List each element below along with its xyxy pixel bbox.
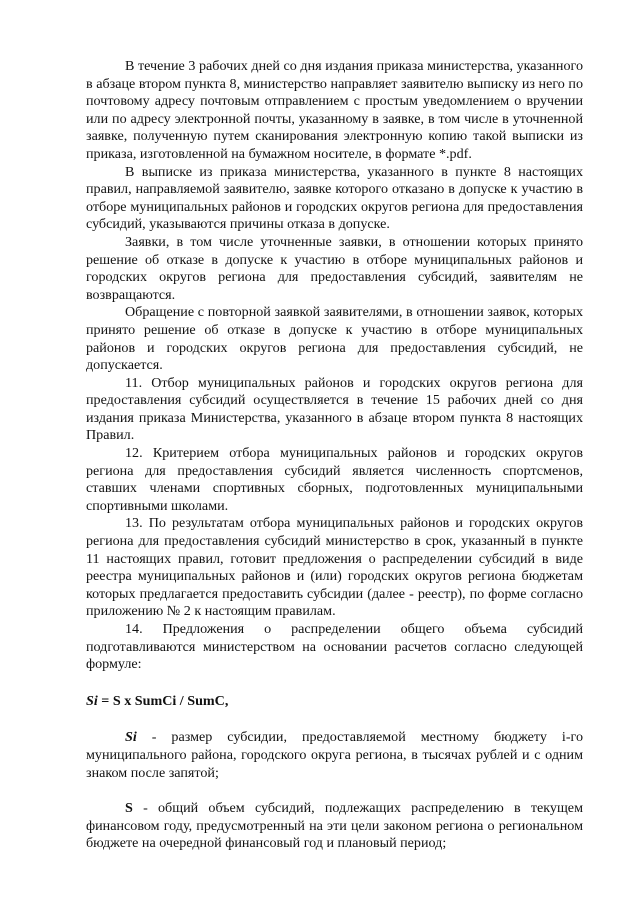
definition-si bbox=[86, 729, 583, 782]
paragraph-item-12: 12. Критерием отбора муниципальных районов и городских округов региона для предоставления субсидий является численность спортсменов, ставших членами спортивных сборных, подготовленных муниципальными спортивными школами. bbox=[86, 445, 583, 514]
paragraph: Обращение с повторной заявкой заявителями, в отношении заявок, которых принято решение об отказе в допуске к участию в отборе муниципальных районов и городских округов региона для предоставления субсидий, не допускается. bbox=[86, 304, 583, 374]
paragraph: В выписке из приказа министерства, указанного в пункте 8 настоящих правил, направляемой заявителю, заявке которого отказано в допуске к участию в отборе муниципальных районов и городских округов региона для предоставления субсидий, указываются причины отказа в допуске. bbox=[86, 163, 583, 233]
paragraph-item-13: 13. По результатам отбора муниципальных районов и городских округов региона для предоставления субсидий министерство в срок, указанный в пункте 11 настоящих правил, готовит предложения о распределении субсидий в виде реестра муниципальных районов и (или) городских округов региона бюджетам которых предлагается предоставить субсидии (далее - реестр), по форме согласно приложению № 2 к настоящим правилам. bbox=[86, 515, 583, 620]
paragraph: Заявки, в том числе уточненные заявки, в отношении которых принято решение об отказе в допуске к участию в отборе муниципальных районов и городских округов региона для предоставления субсидий, заявителям не возвращаются. bbox=[86, 233, 583, 303]
paragraph-item-14: 14. Предложения о распределении общего объема субсидий подготавливаются министерством на основании расчетов согласно следующей формуле: bbox=[86, 621, 583, 673]
paragraph-item-11: 11. Отбор муниципальных районов и городских округов региона для предоставления субсидий осуществляется в течение 15 рабочих дней со дня издания приказа Министерства, указанного в абзаце втором пункта 8 настоящих Правил. bbox=[86, 374, 583, 444]
definition-s bbox=[86, 800, 583, 853]
formula bbox=[86, 693, 583, 711]
document-body bbox=[86, 58, 583, 853]
paragraph: В течение 3 рабочих дней со дня издания приказа министерства, указанного в абзаце втором пункта 8, министерство направляет заявителю выписку из него по почтовому адресу почтовым отправлением с простым уведомлением о вручении или по адресу электронной почты, указанному в заявке, в том числе в уточненной заявке, полученную путем сканирования электронную копию такой выписки из приказа, изготовленной на бумажном носителе, в формате *.pdf. bbox=[86, 58, 583, 162]
definition-text: - размер субсидии, предоставляемой местному бюджету i-го муниципального района, городского округа региона, в тысячах рублей и с одним знаком после запятой; bbox=[86, 729, 583, 781]
formula-lhs: Si bbox=[86, 692, 98, 709]
definition-term: S bbox=[125, 800, 133, 817]
formula-rest: = S x SumCi / SumC, bbox=[97, 692, 229, 709]
definition-text: - общий объем субсидий, подлежащих распределению в текущем финансовом году, предусмотренный на эти цели законом региона о региональном бюджете на очередной финансовый год и плановый период; bbox=[86, 800, 583, 852]
definition-term: Si bbox=[125, 729, 137, 746]
